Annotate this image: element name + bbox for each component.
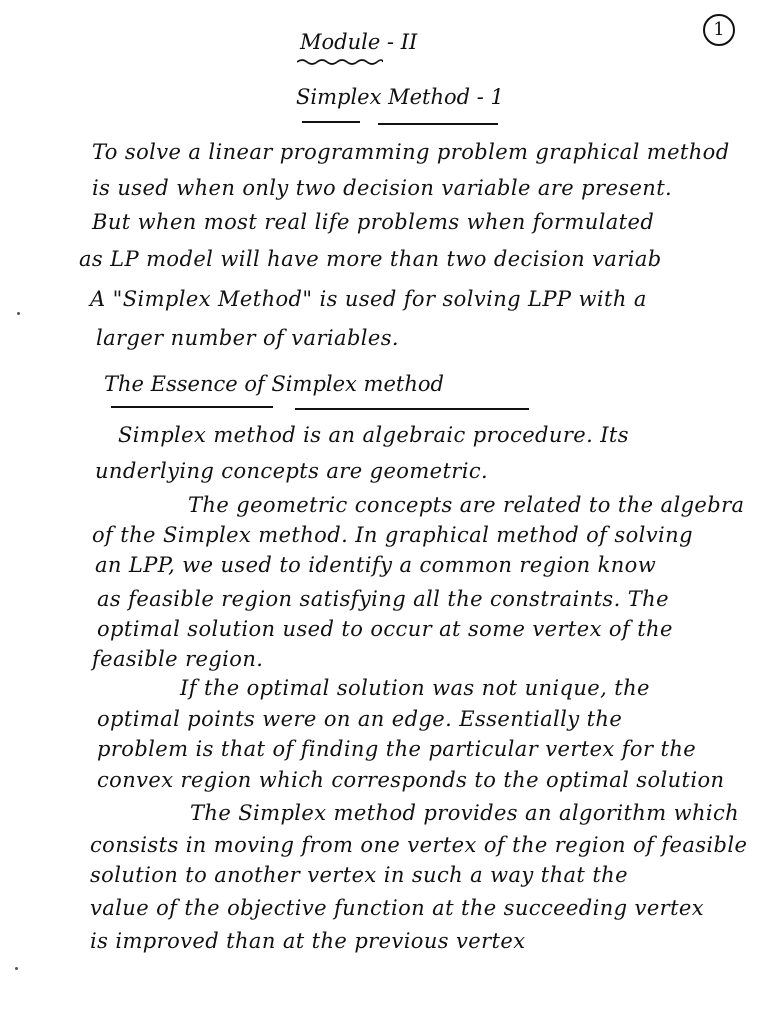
section-heading: The Essence of Simplex method	[104, 372, 444, 396]
body-line: The Simplex method provides an algorithm which	[190, 801, 740, 825]
body-line: as feasible region satisfying all the constraints. The	[97, 587, 669, 611]
intro-line: To solve a linear programming problem graphical method	[92, 140, 730, 164]
body-line: an LPP, we used to identify a common region know	[95, 553, 657, 577]
body-line: of the Simplex method. In graphical method of solving	[92, 523, 693, 547]
method-title-underline	[302, 121, 360, 123]
method-title-underline	[378, 123, 498, 125]
module-title: Module - II	[300, 30, 418, 54]
page-number: 1	[703, 14, 735, 46]
body-line: Simplex method is an algebraic procedure. Its	[118, 423, 629, 447]
page-dot	[15, 967, 18, 970]
body-line: The geometric concepts are related to the algebra	[188, 493, 745, 517]
intro-line: as LP model will have more than two decision variab	[79, 247, 662, 271]
method-title: Simplex Method - 1	[296, 85, 504, 109]
page-dot	[17, 312, 20, 315]
body-line: underlying concepts are geometric.	[95, 459, 489, 483]
body-line: is improved than at the previous vertex	[90, 929, 526, 953]
body-line: problem is that of finding the particular vertex for the	[97, 737, 697, 761]
body-line: feasible region.	[92, 647, 264, 671]
intro-line: But when most real life problems when formulated	[92, 210, 655, 234]
section-heading-underline	[295, 408, 529, 410]
body-line: optimal points were on an edge. Essentially the	[97, 707, 623, 731]
intro-line: is used when only two decision variable are present.	[92, 176, 673, 200]
body-line: convex region which corresponds to the optimal solution	[97, 768, 725, 792]
body-line: value of the objective function at the succeeding vertex	[90, 896, 704, 920]
body-line: If the optimal solution was not unique, the	[180, 676, 650, 700]
section-heading-underline	[111, 406, 273, 408]
wavy-underline	[297, 58, 383, 66]
body-line: consists in moving from one vertex of the region of feasible	[90, 833, 748, 857]
body-line: optimal solution used to occur at some vertex of the	[97, 617, 673, 641]
body-line: solution to another vertex in such a way that the	[90, 863, 628, 887]
intro-line: A "Simplex Method" is used for solving LPP with a	[90, 287, 647, 311]
intro-line: larger number of variables.	[96, 326, 399, 350]
